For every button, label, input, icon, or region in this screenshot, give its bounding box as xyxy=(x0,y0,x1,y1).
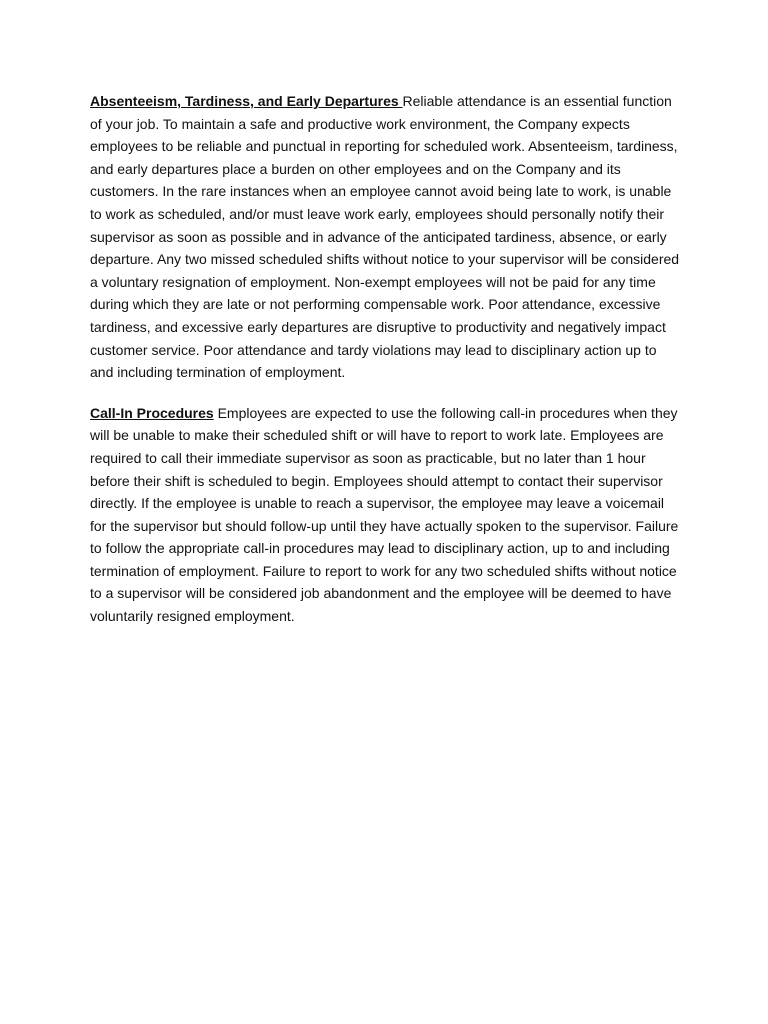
absenteeism-heading: Absenteeism, Tardiness, and Early Departures xyxy=(90,93,403,109)
absenteeism-body: Reliable attendance is an essential function of your job. To maintain a safe and productive work environment, the Company expects employees to be reliable and punctual in reporting for scheduled work. Absenteeism, tardiness, and early departures place a burden on other employees and on the Company and its customers. In the rare instances when an employee cannot avoid being late to work, is unable to work as scheduled, and/or must leave work early, employees should personally notify their supervisor as soon as possible and in advance of the anticipated tardiness, absence, or early departure. Any two missed scheduled shifts without notice to your supervisor will be considered a voluntary resignation of employment. Non-exempt employees will not be paid for any time during which they are late or not performing compensable work. Poor attendance, excessive tardiness, and excessive early departures are disruptive to productivity and negatively impact customer service. Poor attendance and tardy violations may lead to disciplinary action up to and including termination of employment. xyxy=(90,93,680,381)
absenteeism-section xyxy=(90,90,680,384)
call-in-section xyxy=(90,402,680,628)
call-in-body: Employees are expected to use the following call-in procedures when they will be unable to make their scheduled shift or will have to report to work late. Employees are required to call their immediate supervisor as soon as practicable, but no later than 1 hour before their shift is scheduled to begin. Employees should attempt to contact their supervisor directly. If the employee is unable to reach a supervisor, the employee may leave a voicemail for the supervisor but should follow-up until they have actually spoken to the supervisor. Failure to follow the appropriate call-in procedures may lead to disciplinary action, up to and including termination of employment. Failure to report to work for any two scheduled shifts without notice to a supervisor will be considered job abandonment and the employee will be deemed to have voluntarily resigned employment. xyxy=(90,404,679,625)
call-in-heading: Call-In Procedures xyxy=(90,404,214,421)
document-body xyxy=(90,90,680,646)
